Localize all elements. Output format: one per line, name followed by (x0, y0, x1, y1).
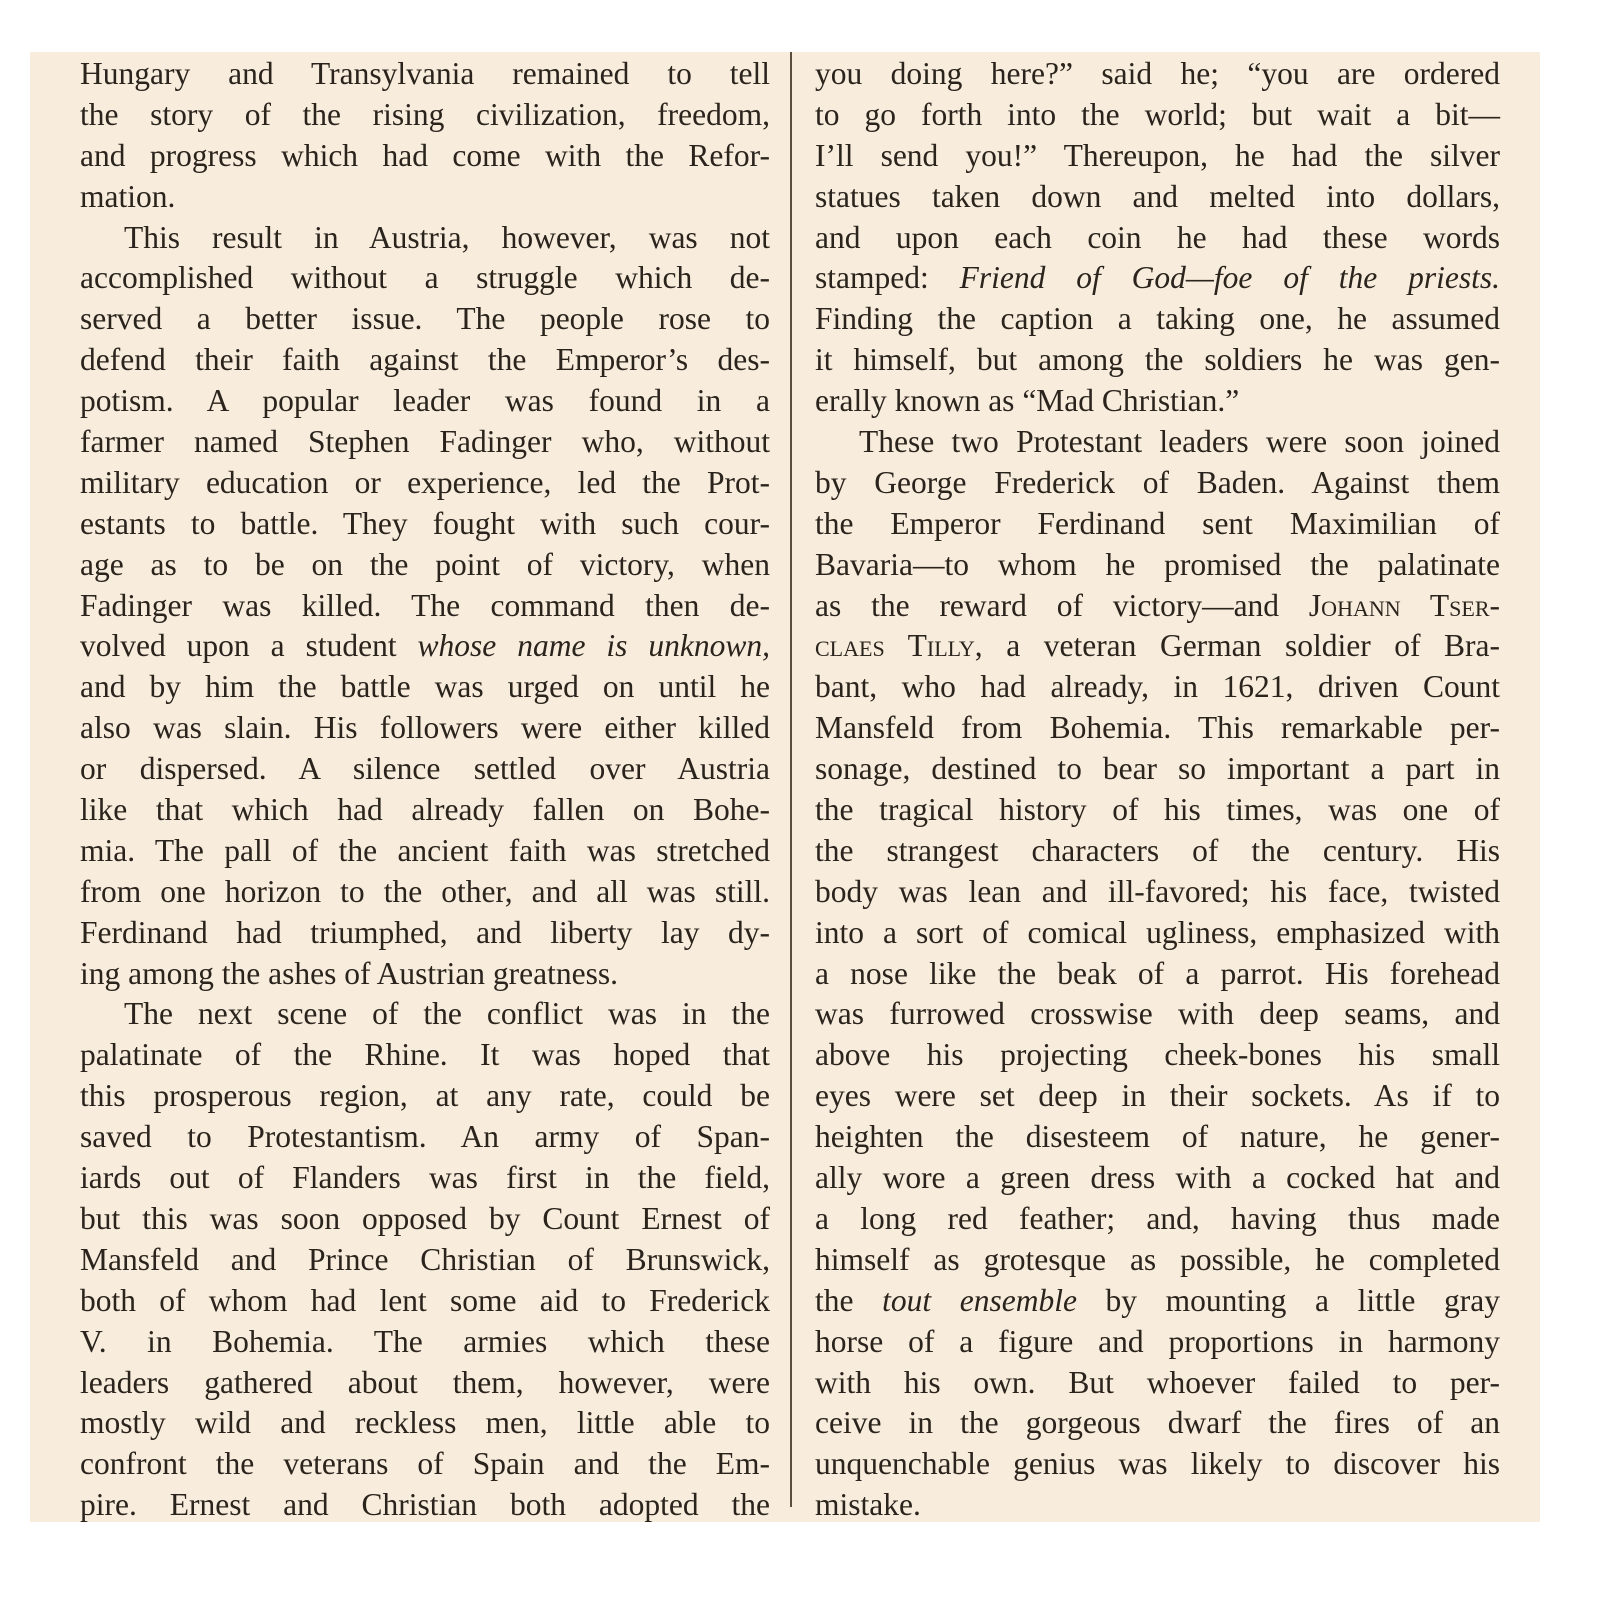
text-line: and upon each coin he had these words (815, 219, 1500, 255)
text-line: both of whom had lent some aid to Frederick (80, 1282, 770, 1318)
text-line: sonage, destined to bear so important a part in (815, 751, 1500, 787)
italic-phrase: whose name is unknown, (417, 628, 770, 664)
text-line: this prosperous region, at any rate, could be (80, 1078, 770, 1114)
text-line: confront the veterans of Spain and the Em- (80, 1446, 770, 1482)
text-line: mostly wild and reckless men, little able to (80, 1405, 770, 1441)
text-line: Ferdinand had triumphed, and liberty lay dy- (80, 914, 770, 950)
text-segment: the (815, 1282, 883, 1318)
left-column (80, 54, 770, 1522)
text-line: into a sort of comical ugliness, emphasized with (815, 914, 1500, 950)
text-line: the story of the rising civilization, freedom, (80, 96, 770, 132)
text-line: mia. The pall of the ancient faith was stretched (80, 832, 770, 868)
text-line: a long red feather; and, having thus made (815, 1200, 1500, 1236)
text-line: by George Frederick of Baden. Against them (815, 464, 1500, 500)
text-line (815, 626, 1500, 667)
text-line: age as to be on the point of victory, when (80, 546, 770, 582)
right-column (815, 54, 1500, 1522)
text-segment: by mounting a little gray (1076, 1282, 1500, 1318)
text-line: from one horizon to the other, and all was still. (80, 873, 770, 909)
text-line: with his own. But whoever failed to per- (815, 1364, 1500, 1400)
text-line: ceive in the gorgeous dwarf the fires of an (815, 1405, 1500, 1441)
text-line: eyes were set deep in their sockets. As if to (815, 1078, 1500, 1114)
text-line: statues taken down and melted into dollars, (815, 178, 1500, 214)
text-line: it himself, but among the soldiers he was gen- (815, 342, 1500, 378)
paragraph-start-line: This result in Austria, however, was not (124, 219, 770, 255)
text-line: pire. Ernest and Christian both adopted the (80, 1487, 770, 1522)
text-line: Bavaria—to whom he promised the palatinate (815, 546, 1500, 582)
text-line: the Emperor Ferdinand sent Maximilian of (815, 505, 1500, 541)
text-line: military education or experience, led the Prot- (80, 464, 770, 500)
text-line: himself as grotesque as possible, he completed (815, 1241, 1500, 1277)
text-line: palatinate of the Rhine. It was hoped that (80, 1037, 770, 1073)
text-line (815, 586, 1500, 627)
text-line: also was slain. His followers were either killed (80, 710, 770, 746)
text-line: Mansfeld and Prince Christian of Brunswick, (80, 1241, 770, 1277)
text-line: estants to battle. They fought with such cour- (80, 505, 770, 541)
text-line (815, 1281, 1500, 1322)
text-line: Finding the caption a taking one, he assumed (815, 301, 1500, 337)
text-line: leaders gathered about them, however, were (80, 1364, 770, 1400)
italic-phrase: Friend of God—foe of the priests. (959, 260, 1500, 296)
text-line: ing among the ashes of Austrian greatness. (80, 955, 619, 991)
text-line: farmer named Stephen Fadinger who, without (80, 424, 770, 460)
text-line: Fadinger was killed. The command then de- (80, 587, 770, 623)
text-line: accomplished without a struggle which de- (80, 260, 770, 296)
book-page (30, 52, 1540, 1522)
text-line: Mansfeld from Bohemia. This remarkable per- (815, 710, 1500, 746)
text-line: served a better issue. The people rose to (80, 301, 770, 337)
text-line: a nose like the beak of a parrot. His forehead (815, 955, 1500, 991)
text-line: like that which had already fallen on Bohe- (80, 792, 770, 828)
text-segment: stamped: (815, 260, 960, 296)
text-line: I’ll send you!” Thereupon, he had the silver (815, 137, 1500, 173)
text-line: unquenchable genius was likely to discover his (815, 1446, 1500, 1482)
small-caps-name: claes Tilly (815, 628, 975, 664)
paragraph-start-line: The next scene of the conflict was in the (124, 996, 770, 1032)
italic-phrase: tout ensemble (882, 1282, 1077, 1318)
text-line: erally known as “Mad Christian.” (815, 383, 1240, 419)
text-line (815, 258, 1500, 299)
text-line: mation. (80, 178, 176, 214)
text-line: defend their faith against the Emperor’s des- (80, 342, 770, 378)
column-divider (790, 52, 792, 1507)
text-line: potism. A popular leader was found in a (80, 383, 770, 419)
text-line: Hungary and Transylvania remained to tell (80, 56, 770, 91)
text-line: and by him the battle was urged on until he (80, 669, 770, 705)
text-line: above his projecting cheek-bones his small (815, 1037, 1500, 1073)
text-line: the tragical history of his times, was one of (815, 792, 1500, 828)
text-line: the strangest characters of the century. His (815, 832, 1500, 868)
text-line: ally wore a green dress with a cocked hat and (815, 1160, 1500, 1196)
text-segment: volved upon a student (80, 628, 418, 664)
text-line: was furrowed crosswise with deep seams, and (815, 996, 1500, 1032)
text-line: you doing here?” said he; “you are ordered (815, 56, 1500, 91)
text-line: but this was soon opposed by Count Ernest of (80, 1200, 770, 1236)
text-line: V. in Bohemia. The armies which these (80, 1323, 770, 1359)
text-segment: as the reward of victory—and (815, 587, 1309, 623)
text-line: to go forth into the world; but wait a bit— (815, 96, 1500, 132)
text-line: saved to Protestantism. An army of Span- (80, 1119, 770, 1155)
text-line: or dispersed. A silence settled over Austria (80, 751, 770, 787)
paragraph-start-line: These two Protestant leaders were soon joined (859, 424, 1500, 460)
small-caps-name: Johann Tser- (1308, 587, 1500, 623)
text-line: and progress which had come with the Refor- (80, 137, 770, 173)
text-line (80, 626, 770, 667)
text-line: iards out of Flanders was first in the field, (80, 1160, 770, 1196)
text-segment: , a veteran German soldier of Bra- (974, 628, 1500, 664)
text-line: bant, who had already, in 1621, driven Count (815, 669, 1500, 705)
text-line: heighten the disesteem of nature, he gener- (815, 1119, 1500, 1155)
text-line: horse of a figure and proportions in harmony (815, 1323, 1500, 1359)
text-line: mistake. (815, 1487, 921, 1522)
text-line: body was lean and ill-favored; his face, twisted (815, 873, 1500, 909)
